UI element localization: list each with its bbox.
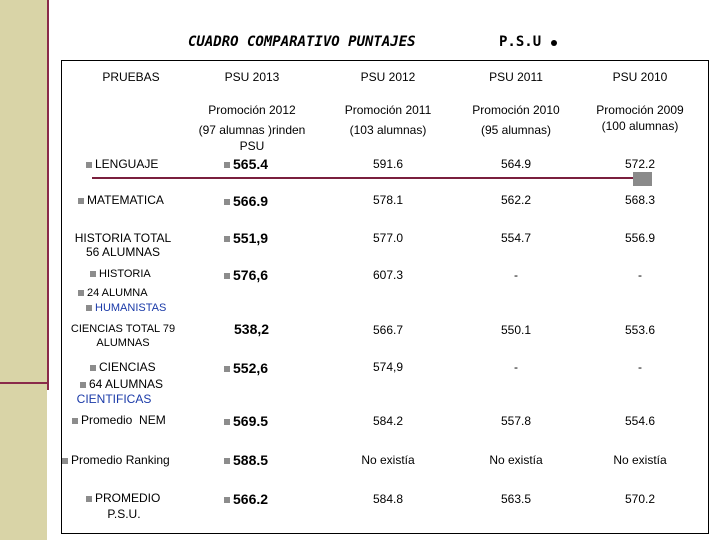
bullet-icon [78, 198, 84, 204]
header-divider [92, 177, 652, 179]
promo-2010-line1: Promoción 2009 [596, 103, 684, 117]
row-ciencias-total-2011: 550.1 [500, 323, 532, 337]
row-ranking-label: Promedio Ranking [62, 453, 170, 467]
bullet-icon [224, 497, 230, 503]
promo-2013-line2: (97 alumnas )rinden [198, 123, 306, 137]
page-title: CUADRO COMPARATIVO PUNTAJES [188, 34, 416, 50]
bullet-icon [86, 496, 92, 502]
row-ciencias-total-label1: CIENCIAS TOTAL 79 [70, 323, 176, 335]
row-historia-2010: - [638, 268, 642, 282]
row-matematica-2010: 568.3 [624, 193, 656, 207]
row-promedio-psu-2011: 563.5 [500, 492, 532, 506]
row-matematica-2013: 566.9 [224, 194, 268, 208]
promo-2013-line1: Promoción 2012 [208, 103, 296, 117]
header-pruebas: PRUEBAS [102, 70, 160, 84]
promo-2010-line2: (100 alumnas) [601, 119, 679, 133]
promo-2011-line2: (95 alumnas) [480, 123, 552, 137]
row-promedio-psu-2013: 566.2 [224, 492, 268, 506]
row-nem-label: Promedio NEM [72, 413, 166, 427]
header-psu-2012: PSU 2012 [360, 70, 416, 84]
bullet-icon [80, 382, 86, 388]
row-ranking-2010: No existía [613, 453, 667, 467]
bullet-icon [224, 273, 230, 279]
row-lenguaje-2012: 591.6 [372, 157, 404, 171]
row-ciencias-label3: CIENTIFICAS [76, 392, 152, 406]
row-promedio-psu-2012: 584.8 [372, 492, 404, 506]
row-promedio-psu-label2: P.S.U. [107, 507, 141, 521]
row-historia-label2: 24 ALUMNA [78, 286, 148, 300]
header-psu-2011: PSU 2011 [489, 70, 543, 84]
row-ciencias-label2: 64 ALUMNAS [80, 377, 163, 391]
row-matematica-2011: 562.2 [500, 193, 532, 207]
bullet-icon [86, 305, 92, 311]
row-lenguaje-2011: 564.9 [500, 157, 532, 171]
row-ranking-2013: 588.5 [224, 453, 268, 467]
row-matematica-2012: 578.1 [372, 193, 404, 207]
row-historia-total-2012: 577.0 [372, 231, 404, 245]
row-promedio-psu-label1: PROMEDIO [86, 491, 160, 505]
row-nem-2010: 554.6 [624, 414, 656, 428]
row-historia-2013: 576,6 [224, 268, 268, 282]
bullet-icon [224, 419, 230, 425]
row-historia-label1: HISTORIA [90, 267, 151, 281]
row-ciencias-total-2012: 566.7 [372, 323, 404, 337]
bullet-icon [224, 366, 230, 372]
row-historia-total-2013: 551,9 [224, 231, 268, 245]
row-nem-2013: 569.5 [224, 414, 268, 428]
divider-marker [633, 172, 652, 186]
row-lenguaje-2010: 572.2 [624, 157, 656, 171]
header-psu-2010: PSU 2010 [612, 70, 668, 84]
bullet-icon [90, 271, 96, 277]
bullet-icon [62, 458, 68, 464]
decorative-vertical-line [47, 0, 49, 390]
row-historia-total-label1: HISTORIA TOTAL [74, 231, 172, 245]
bullet-icon [224, 236, 230, 242]
decorative-horizontal-line [0, 382, 47, 384]
header-psu-2013: PSU 2013 [224, 70, 280, 84]
row-ciencias-2012: 574,9 [372, 360, 404, 374]
row-lenguaje-2013: 565.4 [224, 157, 268, 171]
row-ciencias-total-2010: 553.6 [624, 323, 656, 337]
bullet-icon [72, 418, 78, 424]
row-historia-2012: 607.3 [372, 268, 404, 282]
row-nem-2012: 584.2 [372, 414, 404, 428]
row-ranking-2012: No existía [361, 453, 415, 467]
decorative-sidebar [0, 0, 47, 540]
row-ciencias-2010: - [638, 360, 642, 374]
row-matematica-label: MATEMATICA [78, 193, 164, 207]
row-lenguaje-label: LENGUAJE [86, 157, 158, 171]
row-nem-2011: 557.8 [500, 414, 532, 428]
comparison-table [61, 60, 709, 534]
row-ciencias-label1: CIENCIAS [90, 360, 156, 374]
row-historia-2011: - [514, 268, 518, 282]
bullet-icon [224, 458, 230, 464]
promo-2012-line1: Promoción 2011 [344, 103, 432, 117]
row-ciencias-2013: 552,6 [224, 361, 268, 375]
row-historia-label3: HUMANISTAS [86, 301, 166, 315]
bullet-icon [78, 290, 84, 296]
row-historia-total-2011: 554.7 [500, 231, 532, 245]
row-ciencias-2011: - [514, 360, 518, 374]
bullet-icon [86, 162, 92, 168]
promo-2012-line2: (103 alumnas) [349, 123, 427, 137]
page-title-psu: P.S.U [499, 34, 542, 50]
bullet-icon [90, 365, 96, 371]
row-ciencias-total-2013: 538,2 [234, 321, 270, 337]
bullet-icon [224, 162, 230, 168]
row-promedio-psu-2010: 570.2 [624, 492, 656, 506]
row-historia-total-label2: 56 ALUMNAS [85, 245, 161, 259]
promo-2011-line1: Promoción 2010 [472, 103, 560, 117]
row-ranking-2011: No existía [489, 453, 543, 467]
promo-2013-line3: PSU [239, 139, 265, 153]
title-bullet [551, 40, 557, 46]
row-historia-total-2010: 556.9 [624, 231, 656, 245]
row-ciencias-total-label2: ALUMNAS [96, 337, 150, 349]
bullet-icon [224, 199, 230, 205]
